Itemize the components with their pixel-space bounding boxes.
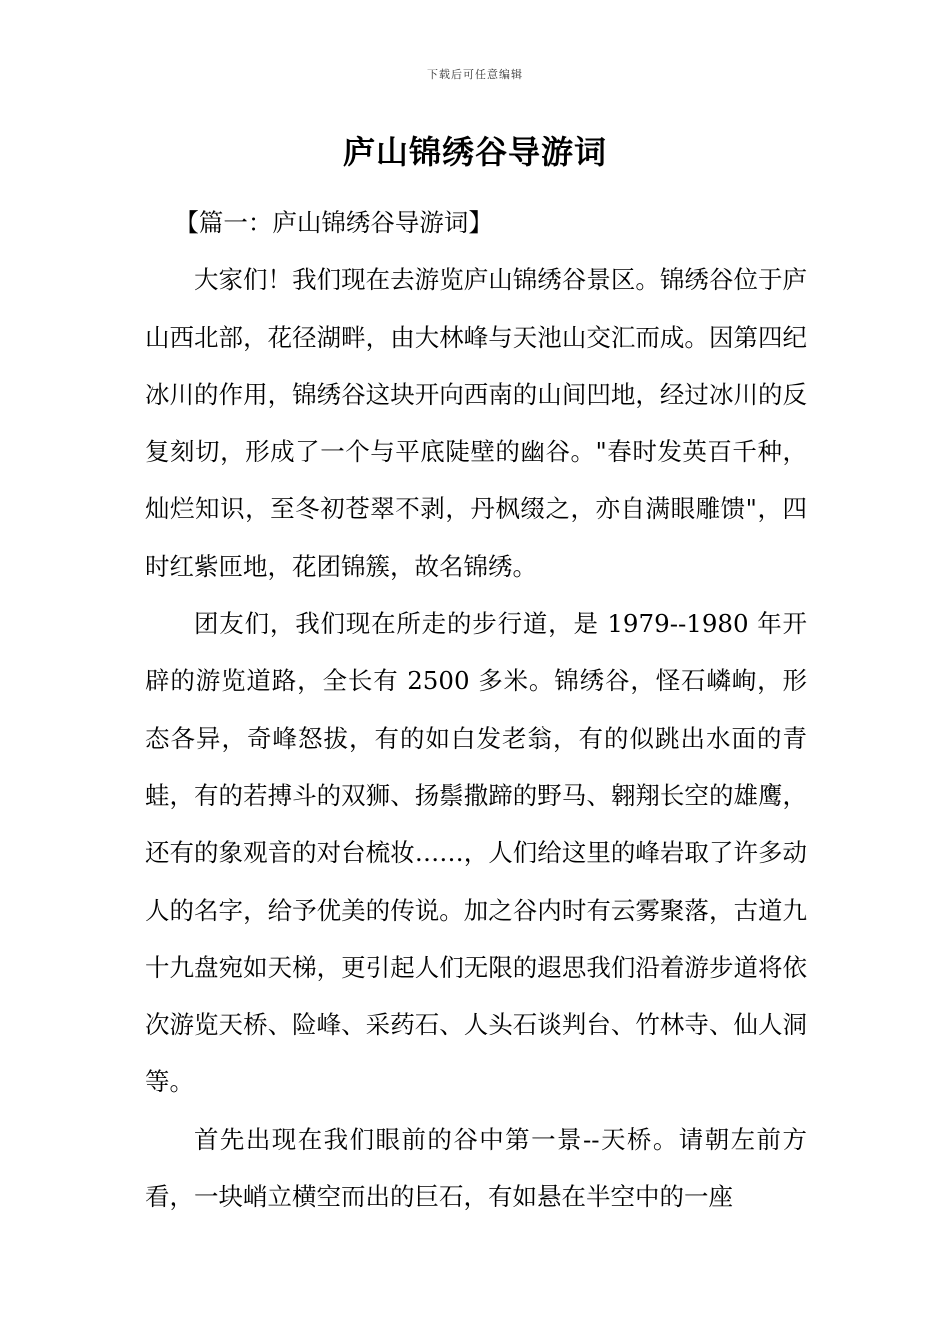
section-heading: 【篇一：庐山锦绣谷导游词】 [174, 208, 493, 237]
document-title: 庐山锦绣谷导游词 [342, 133, 607, 171]
paragraph-intro: 大家们！我们现在去游览庐山锦绣谷景区。锦绣谷位于庐山西北部，花径湖畔，由大林峰与天池山交汇而成。因第四纪冰川的作用，锦绣谷这块开向西南的山间凹地，经过冰川的反复刻切，形成了一个与平底陡壁的幽谷。"春时发英百千种，灿烂知识，至冬初苍翠不剥，丹枫缀之，亦自满眼雕馈"，四时红紫匝地，花团锦簇，故名锦绣。 [145, 265, 807, 581]
paragraph-trail: 团友们，我们现在所走的步行道，是 1979--1980 年开辟的游览道路，全长有 2500 多米。锦绣谷，怪石嶙峋，形态各异，奇峰怒拔，有的如白发老翁，有的似跳出水面的青蛙，有的若搏斗的双狮、扬鬃撒蹄的野马、翱翔长空的雄鹰，还有的象观音的对台梳妆……，人们给这里的峰岩取了许多动人的名字，给予优美的传说。加之谷内时有云雾聚落，古道九十九盘宛如天梯，更引起人们无限的遐思我们沿着游步道将依次游览天桥、险峰、采药石、人头石谈判台、竹林寺、仙人洞等。 [145, 609, 807, 1097]
document-body [145, 194, 807, 1225]
header-note: 下载后可任意编辑 [427, 68, 523, 81]
paragraph-tianqiao: 首先出现在我们眼前的谷中第一景--天桥。请朝左前方看，一块峭立横空而出的巨石，有如悬在半空中的一座 [145, 1124, 807, 1212]
